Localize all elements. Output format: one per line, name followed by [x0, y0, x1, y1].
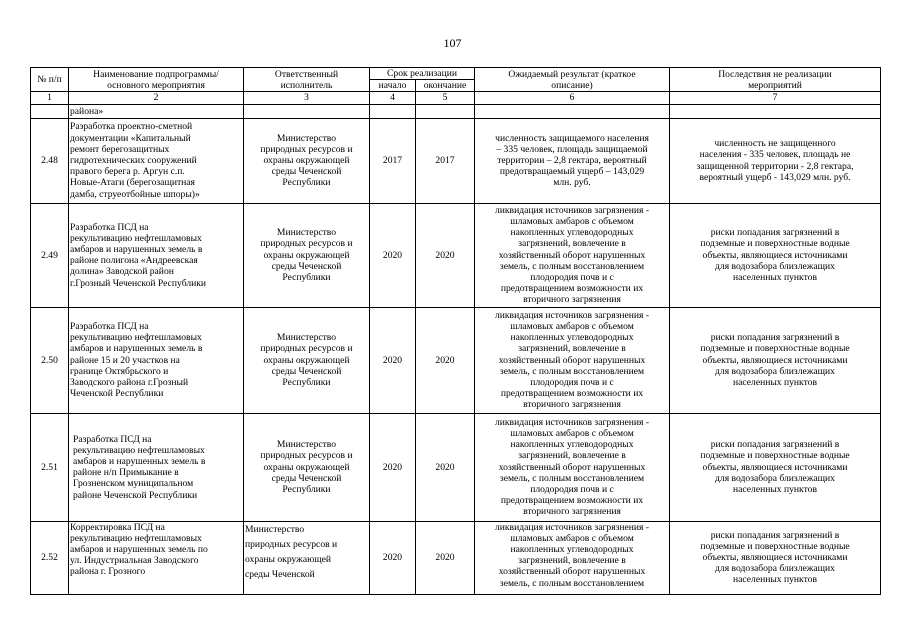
- text-line: населенных пунктов: [733, 271, 817, 283]
- text-line: шламовых амбаров с объемом: [510, 215, 634, 227]
- row-number: 2.48: [31, 118, 69, 203]
- text-line: ликвидация источников загрязнения -: [494, 416, 650, 428]
- row-result: [475, 521, 670, 594]
- header-responsible: [244, 68, 370, 92]
- continuation-row: [31, 104, 881, 118]
- table-row: [31, 413, 881, 521]
- header-result: [475, 68, 670, 92]
- text-line: населенных пунктов: [733, 483, 817, 495]
- text-line: – 335 человек, площадь защищаемой: [496, 143, 648, 155]
- text-line: для водозабора близлежащих: [715, 563, 835, 575]
- row-consequence: [670, 203, 881, 307]
- row-responsible: [244, 203, 370, 307]
- text-line: предотвращением возможности их: [500, 388, 644, 400]
- row-responsible: [244, 413, 370, 521]
- text-line: хозяйственный оборот нарушенных: [498, 461, 646, 473]
- text-line: предотвращением возможности их: [500, 283, 644, 295]
- text-line: риски попадания загрязнений в: [710, 439, 840, 451]
- text-line: загрязнений, вовлечение в: [518, 555, 626, 567]
- header-end: окончание: [416, 80, 475, 92]
- table-row: [31, 307, 881, 413]
- row-name: [69, 118, 244, 203]
- page-number: 107: [443, 36, 462, 50]
- text-line: долина» Заводской район: [70, 266, 174, 278]
- text-line: среды Чеченской: [271, 365, 342, 377]
- text-line: Республики: [282, 177, 331, 189]
- row-name: [69, 307, 244, 413]
- text-line: млн. руб.: [553, 177, 591, 189]
- text-line: риски попадания загрязнений в: [710, 332, 840, 344]
- text-line: документации «Капитальный: [70, 132, 191, 144]
- text-line: Республики: [282, 271, 331, 283]
- row-responsible: [244, 118, 370, 203]
- text-line: рекультивацию нефтешламовых: [70, 532, 202, 544]
- index-cell: 2: [69, 92, 244, 104]
- text-line: амбаров и нарушенных земель в: [70, 343, 203, 355]
- text-line: ликвидация источников загрязнения -: [494, 521, 650, 533]
- header-row: [31, 68, 881, 80]
- text-line: Республики: [282, 483, 331, 495]
- text-line: амбаров и нарушенных земель по: [70, 544, 208, 556]
- row-start: 2020: [370, 203, 416, 307]
- row-number: 2.52: [31, 521, 69, 594]
- text-line: численность не защищенного: [714, 138, 836, 150]
- text-line: вторичного загрязнения: [523, 399, 621, 411]
- text-line: подземные и поверхностные водные: [700, 540, 850, 552]
- text-line: описание): [551, 79, 593, 91]
- row-result: [475, 118, 670, 203]
- text-line: Министерство: [245, 523, 305, 535]
- text-line: населения - 335 человек, площадь не: [699, 149, 851, 161]
- text-line: Новые-Атаги (берегозащитная: [70, 177, 195, 189]
- header-start: начало: [370, 80, 416, 92]
- text-line: ликвидация источников загрязнения -: [494, 309, 650, 321]
- text-line: загрязнений, вовлечение в: [518, 450, 626, 462]
- text-line: Грозненском муниципальном: [73, 478, 194, 490]
- text-line: Разработка ПСД на: [70, 221, 149, 233]
- row-name: [69, 521, 244, 594]
- row-number: 2.49: [31, 203, 69, 307]
- text-line: охраны окружающей: [263, 249, 350, 261]
- text-line: Корректировка ПСД на: [70, 521, 165, 533]
- text-line: численность защищаемого населения: [495, 132, 649, 144]
- text-line: плодородия почв и с: [530, 271, 614, 283]
- row-start: 2020: [370, 413, 416, 521]
- row-start: 2020: [370, 521, 416, 594]
- text-line: земель, с полным восстановлением: [499, 365, 645, 377]
- text-line: хозяйственный оборот нарушенных: [498, 249, 646, 261]
- text-line: земель, с полным восстановлением: [499, 260, 645, 272]
- text-line: вторичного загрязнения: [523, 294, 621, 306]
- text-line: шламовых амбаров с объемом: [510, 320, 634, 332]
- text-line: среды Чеченской: [271, 260, 342, 272]
- text-line: рекультивацию нефтешламовых: [70, 232, 202, 244]
- text-line: объекты, являющиеся источниками: [702, 354, 848, 366]
- text-line: природных ресурсов и: [245, 538, 338, 550]
- text-line: ликвидация источников загрязнения -: [494, 204, 650, 216]
- text-line: гидротехнических сооружений: [70, 155, 197, 166]
- header-num: № п/п: [31, 68, 69, 92]
- text-line: среды Чеченской: [271, 472, 342, 484]
- text-line: природных ресурсов и: [260, 238, 353, 250]
- index-cell: 7: [670, 92, 881, 104]
- text-line: границе Октябрьского и: [70, 365, 169, 377]
- row-result: [475, 307, 670, 413]
- text-line: хозяйственный оборот нарушенных: [498, 354, 646, 366]
- text-line: охраны окружающей: [263, 155, 350, 166]
- row-number: 2.50: [31, 307, 69, 413]
- text-line: рекультивацию нефтешламовых: [73, 444, 205, 456]
- text-line: Министерство: [276, 332, 337, 344]
- text-line: районе Чеченской Республики: [73, 489, 198, 501]
- text-line: дамба, струеотбойные шпоры)»: [70, 188, 200, 200]
- header-term: Срок реализации: [370, 68, 475, 80]
- text-line: загрязнений, вовлечение в: [518, 343, 626, 355]
- text-line: защищенной территории - 2,8 гектара,: [696, 160, 854, 172]
- text-line: Разработка ПСД на: [70, 320, 149, 332]
- text-line: плодородия почв и с: [530, 376, 614, 388]
- row-responsible: [244, 307, 370, 413]
- header-consequence: [670, 68, 881, 92]
- text-line: объекты, являющиеся источниками: [702, 249, 848, 261]
- text-line: подземные и поверхностные водные: [700, 343, 850, 355]
- index-row: [31, 92, 881, 104]
- text-line: риски попадания загрязнений в: [710, 529, 840, 541]
- row-end: 2020: [416, 307, 475, 413]
- index-cell: 5: [416, 92, 475, 104]
- text-line: правого берега р. Аргун с.п.: [70, 166, 185, 178]
- text-line: населенных пунктов: [733, 376, 817, 388]
- text-line: шламовых амбаров с объемом: [510, 532, 634, 544]
- text-line: риски попадания загрязнений в: [710, 227, 840, 239]
- text-line: хозяйственный оборот нарушенных: [498, 566, 646, 578]
- text-line: Чеченской Республики: [70, 388, 164, 400]
- text-line: Наименование подпрограммы/: [93, 68, 219, 80]
- text-line: ул. Индустриальная Заводского: [70, 555, 199, 567]
- text-line: для водозабора близлежащих: [715, 365, 835, 377]
- continuation-text: района»: [69, 104, 244, 118]
- row-responsible: [244, 521, 370, 594]
- table-row: [31, 521, 881, 594]
- text-line: среды Чеченской: [271, 166, 342, 178]
- text-line: охраны окружающей: [263, 354, 350, 366]
- text-line: районе полигона «Андреевская: [70, 255, 198, 267]
- text-line: основного мероприятия: [107, 79, 205, 91]
- text-line: Разработка проектно-сметной: [70, 121, 193, 133]
- text-line: населенных пунктов: [733, 574, 817, 586]
- text-line: вторичного загрязнения: [523, 506, 621, 518]
- text-line: Министерство: [276, 439, 337, 451]
- text-line: рекультивацию нефтешламовых: [70, 332, 202, 344]
- row-start: 2017: [370, 118, 416, 203]
- row-consequence: [670, 413, 881, 521]
- text-line: накопленных углеводородных: [510, 332, 634, 344]
- row-start: 2020: [370, 307, 416, 413]
- index-cell: 3: [244, 92, 370, 104]
- row-end: 2020: [416, 413, 475, 521]
- text-line: Последствия не реализации: [718, 68, 832, 80]
- text-line: подземные и поверхностные водные: [700, 238, 850, 250]
- text-line: природных ресурсов и: [260, 450, 353, 462]
- index-cell: 4: [370, 92, 416, 104]
- index-cell: 6: [475, 92, 670, 104]
- text-line: предотвращаемый ущерб – 143,029: [499, 166, 645, 178]
- header-name: [69, 68, 244, 92]
- measures-table: [30, 67, 881, 595]
- table-row: [31, 118, 881, 203]
- row-end: 2020: [416, 203, 475, 307]
- index-cell: 1: [31, 92, 69, 104]
- text-line: Министерство: [276, 132, 337, 144]
- row-end: 2017: [416, 118, 475, 203]
- row-number: 2.51: [31, 413, 69, 521]
- row-result: [475, 413, 670, 521]
- text-line: исполнитель: [280, 79, 333, 91]
- text-line: охраны окружающей: [245, 553, 332, 565]
- text-line: земель, с полным восстановлением: [499, 577, 645, 589]
- row-consequence: [670, 521, 881, 594]
- table-row: [31, 203, 881, 307]
- text-line: Республики: [282, 376, 331, 388]
- text-line: предотвращением возможности их: [500, 495, 644, 507]
- text-line: ремонт берегозащитных: [70, 143, 170, 155]
- text-line: земель, с полным восстановлением: [499, 472, 645, 484]
- text-line: загрязнений, вовлечение в: [518, 238, 626, 250]
- text-line: Заводского района г.Грозный: [70, 376, 189, 388]
- text-line: объекты, являющиеся источниками: [702, 461, 848, 473]
- text-line: районе 15 и 20 участков на: [70, 354, 180, 366]
- row-end: 2020: [416, 521, 475, 594]
- text-line: района г. Грозного: [70, 566, 146, 578]
- text-line: Ответственный: [274, 68, 339, 80]
- text-line: плодородия почв и с: [530, 483, 614, 495]
- row-result: [475, 203, 670, 307]
- text-line: Министерство: [276, 227, 337, 239]
- text-line: территории – 2,8 гектара, вероятный: [497, 155, 647, 166]
- row-name: [69, 413, 244, 521]
- text-line: районе н/п Примыкание в: [73, 467, 179, 479]
- text-line: для водозабора близлежащих: [715, 472, 835, 484]
- text-line: шламовых амбаров с объемом: [510, 427, 634, 439]
- text-line: мероприятий: [748, 79, 802, 91]
- text-line: амбаров и нарушенных земель в: [73, 455, 206, 467]
- text-line: охраны окружающей: [263, 461, 350, 473]
- text-line: накопленных углеводородных: [510, 227, 634, 239]
- text-line: накопленных углеводородных: [510, 439, 634, 451]
- text-line: вероятный ущерб - 143,029 млн. руб.: [699, 171, 851, 183]
- text-line: природных ресурсов и: [260, 143, 353, 155]
- text-line: среды Чеченской: [245, 568, 315, 580]
- text-line: г.Грозный Чеченской Республики: [70, 277, 207, 289]
- text-line: Ожидаемый результат (краткое: [508, 68, 636, 80]
- row-consequence: [670, 118, 881, 203]
- row-consequence: [670, 307, 881, 413]
- text-line: для водозабора близлежащих: [715, 260, 835, 272]
- text-line: объекты, являющиеся источниками: [702, 552, 848, 563]
- text-line: накопленных углеводородных: [510, 544, 634, 556]
- text-line: подземные и поверхностные водные: [700, 450, 850, 462]
- row-name: [69, 203, 244, 307]
- text-line: амбаров и нарушенных земель в: [70, 243, 203, 255]
- text-line: природных ресурсов и: [260, 343, 353, 355]
- text-line: Разработка ПСД на: [73, 433, 152, 445]
